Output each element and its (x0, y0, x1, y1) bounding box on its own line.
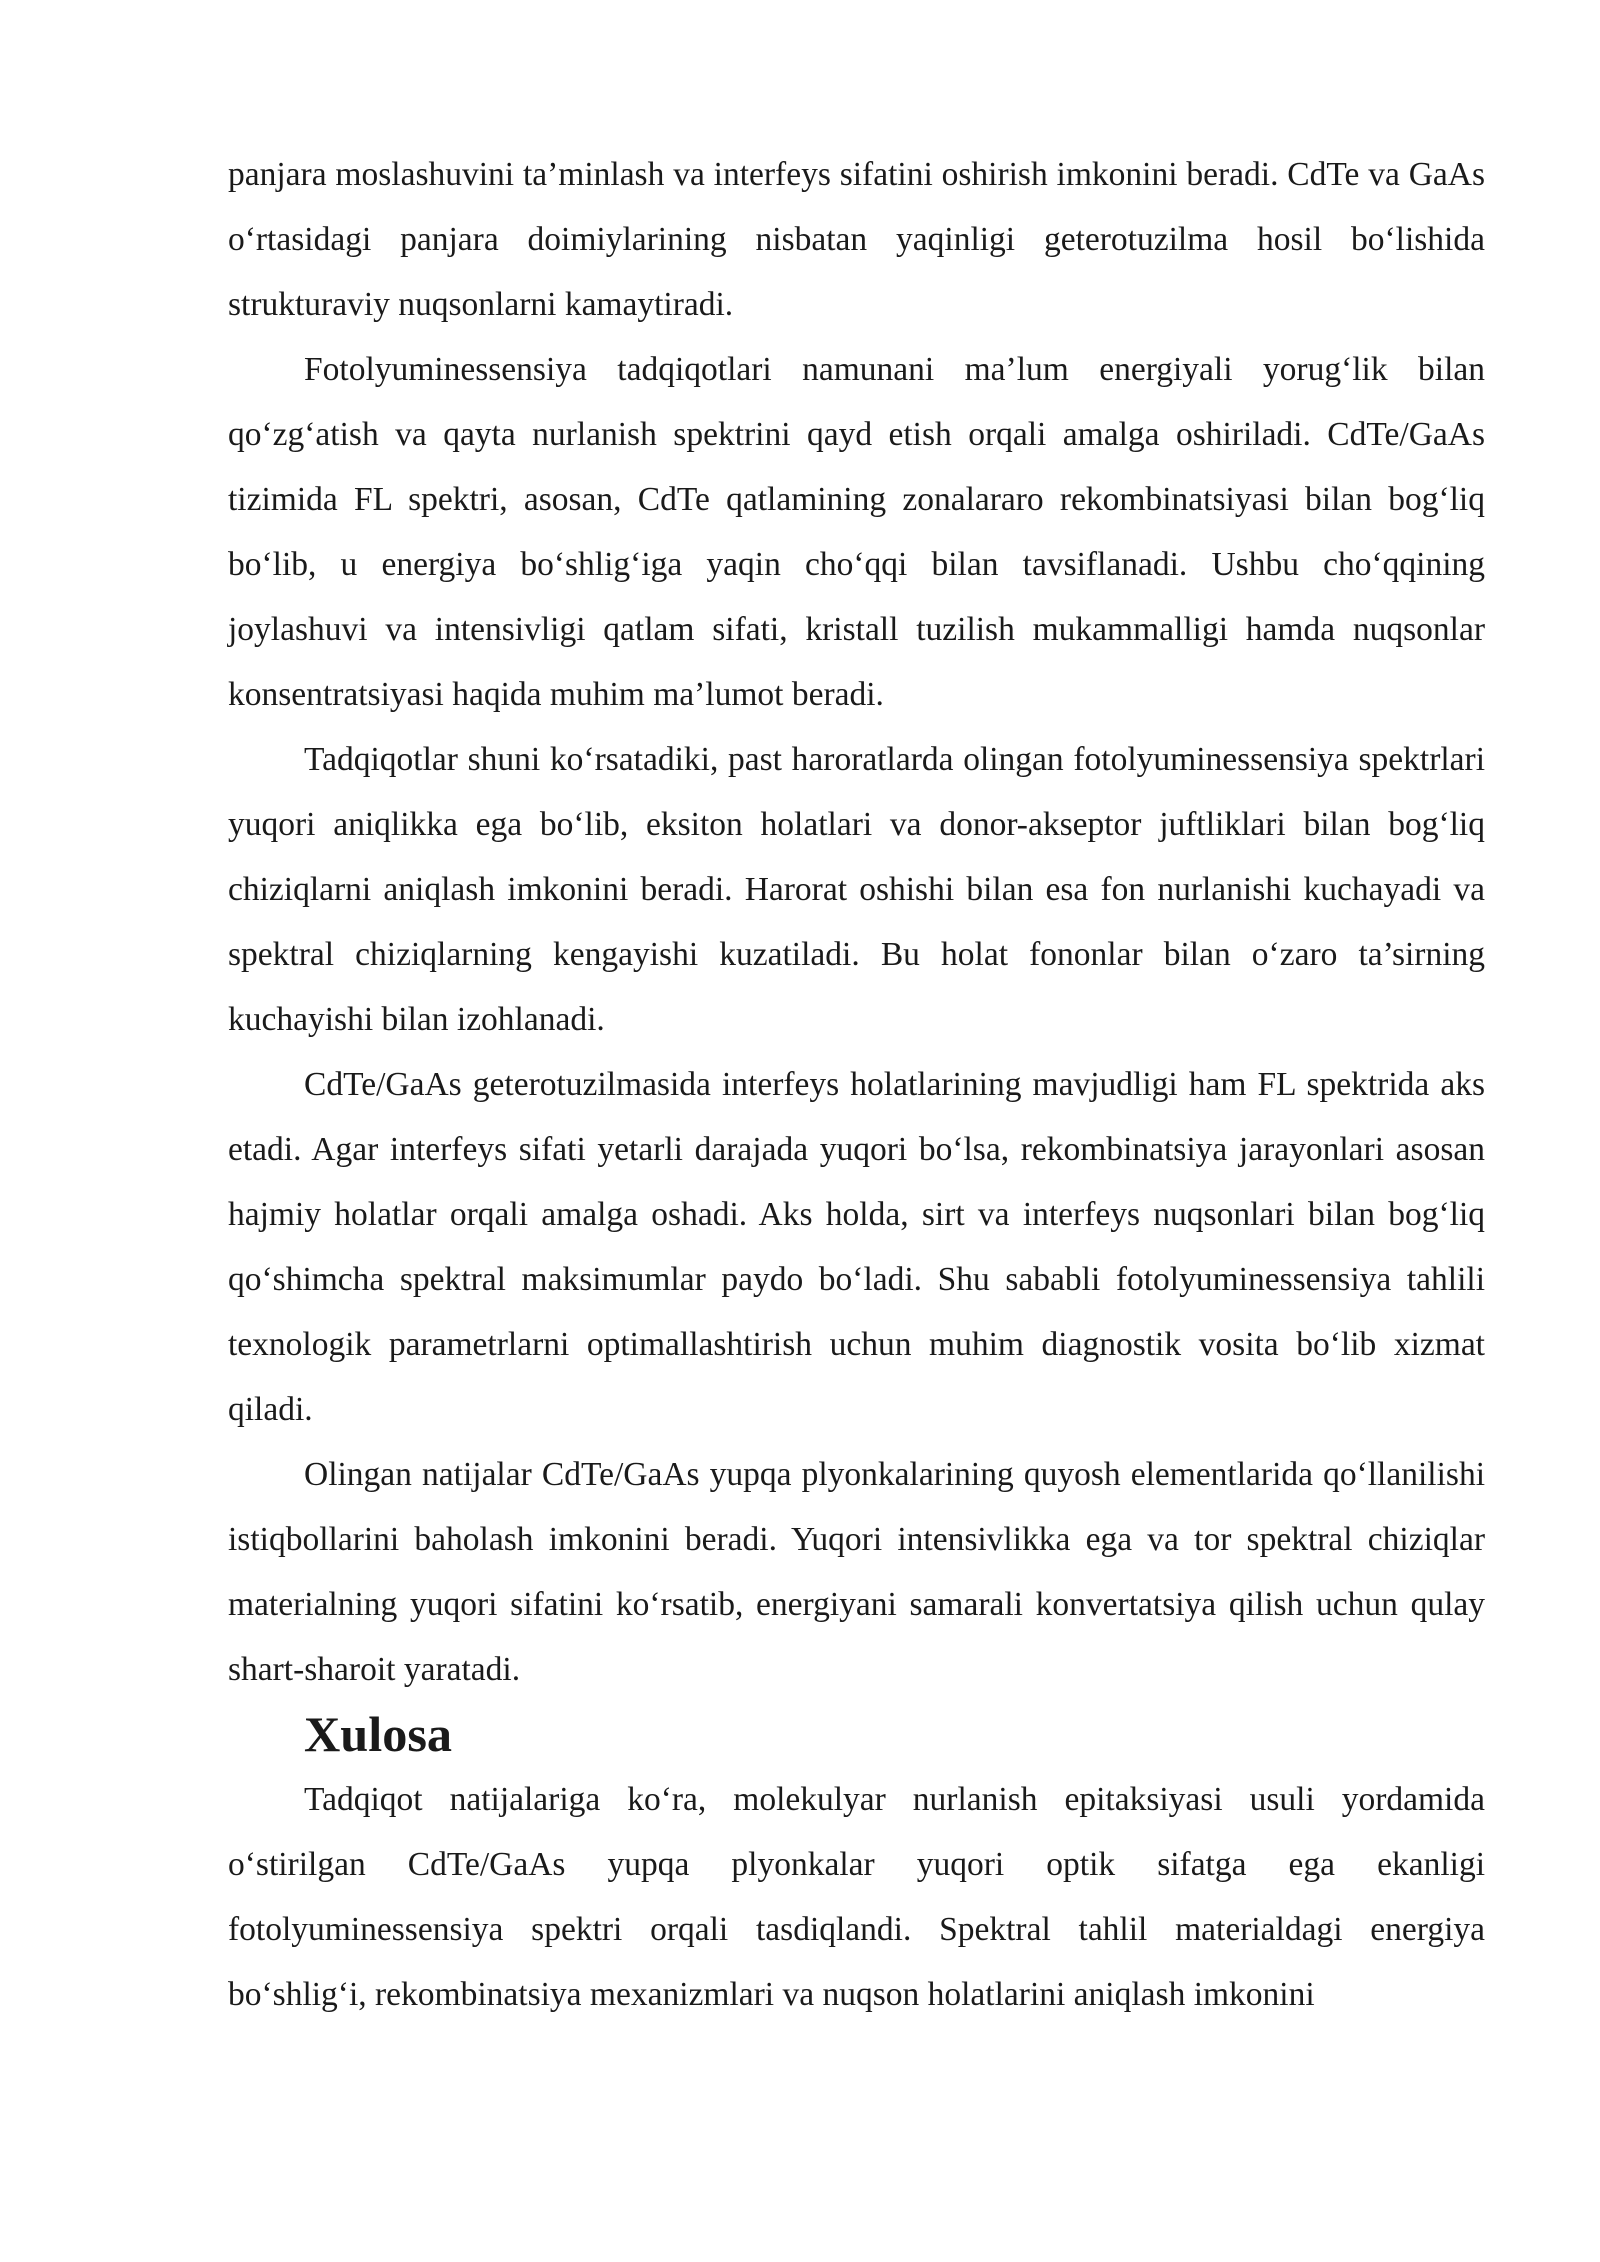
section-heading-conclusion: Xulosa (304, 1706, 453, 1762)
document-page (228, 142, 1485, 2027)
body-paragraph-photoluminescence: Fotolyuminessensiya tadqiqotlari namunani ma’lum energiyali yorug‘lik bilan qo‘zg‘atish va qayta nurlanish spektrini qayd etish orqali amalga oshiriladi. CdTe/GaAs tizimida FL spektri, asosan, CdTe qatlamining zonalararo rekombinatsiyasi bilan bog‘liq bo‘lib, u energiya bo‘shlig‘iga yaqin cho‘qqi bilan tavsiflanadi. Ushbu cho‘qqining joylashuvi va intensivligi qatlam sifati, kristall tuzilish mukammalligi hamda nuqsonlar konsentratsiyasi haqida muhim ma’lumot beradi. (228, 351, 1485, 713)
body-paragraph-low-temperature: Tadqiqotlar shuni ko‘rsatadiki, past haroratlarda olingan fotolyuminessensiya spektrlari yuqori aniqlikka ega bo‘lib, eksiton holatlari va donor-akseptor juftliklari bilan bog‘liq chiziqlarni aniqlash imkonini beradi. Harorat oshishi bilan esa fon nurlanishi kuchayadi va spektral chiziqlarning kengayishi kuzatiladi. Bu holat fononlar bilan o‘zaro ta’sirning kuchayishi bilan izohlanadi. (228, 741, 1485, 1038)
conclusion-paragraph: Tadqiqot natijalariga ko‘ra, molekulyar nurlanish epitaksiyasi usuli yordamida o‘stirilgan CdTe/GaAs yupqa plyonkalar yuqori optik sifatga ega ekanligi fotolyuminessensiya spektri orqali tasdiqlandi. Spektral tahlil materialdagi energiya bo‘shlig‘i, rekombinatsiya mexanizmlari va nuqson holatlarini aniqlash imkonini (228, 1781, 1485, 2013)
body-paragraph-interface: CdTe/GaAs geterotuzilmasida interfeys holatlarining mavjudligi ham FL spektrida aks etadi. Agar interfeys sifati yetarli darajada yuqori bo‘lsa, rekombinatsiya jarayonlari asosan hajmiy holatlar orqali amalga oshadi. Aks holda, sirt va interfeys nuqsonlari bilan bog‘liq qo‘shimcha spektral maksimumlar paydo bo‘ladi. Shu sababli fotolyuminessensiya tahlili texnologik parametrlarni optimallashtirish uchun muhim diagnostik vosita bo‘lib xizmat qiladi. (228, 1066, 1485, 1428)
body-paragraph-continuation: panjara moslashuvini ta’minlash va interfeys sifatini oshirish imkonini beradi. CdTe va GaAs o‘rtasidagi panjara doimiylarining nisbatan yaqinligi geterotuzilma hosil bo‘lishida strukturaviy nuqsonlarni kamaytiradi. (228, 156, 1485, 323)
body-paragraph-results: Olingan natijalar CdTe/GaAs yupqa plyonkalarining quyosh elementlarida qo‘llanilishi istiqbollarini baholash imkonini beradi. Yuqori intensivlikka ega va tor spektral chiziqlar materialning yuqori sifatini ko‘rsatib, energiyani samarali konvertatsiya qilish uchun qulay shart-sharoit yaratadi. (228, 1456, 1485, 1688)
